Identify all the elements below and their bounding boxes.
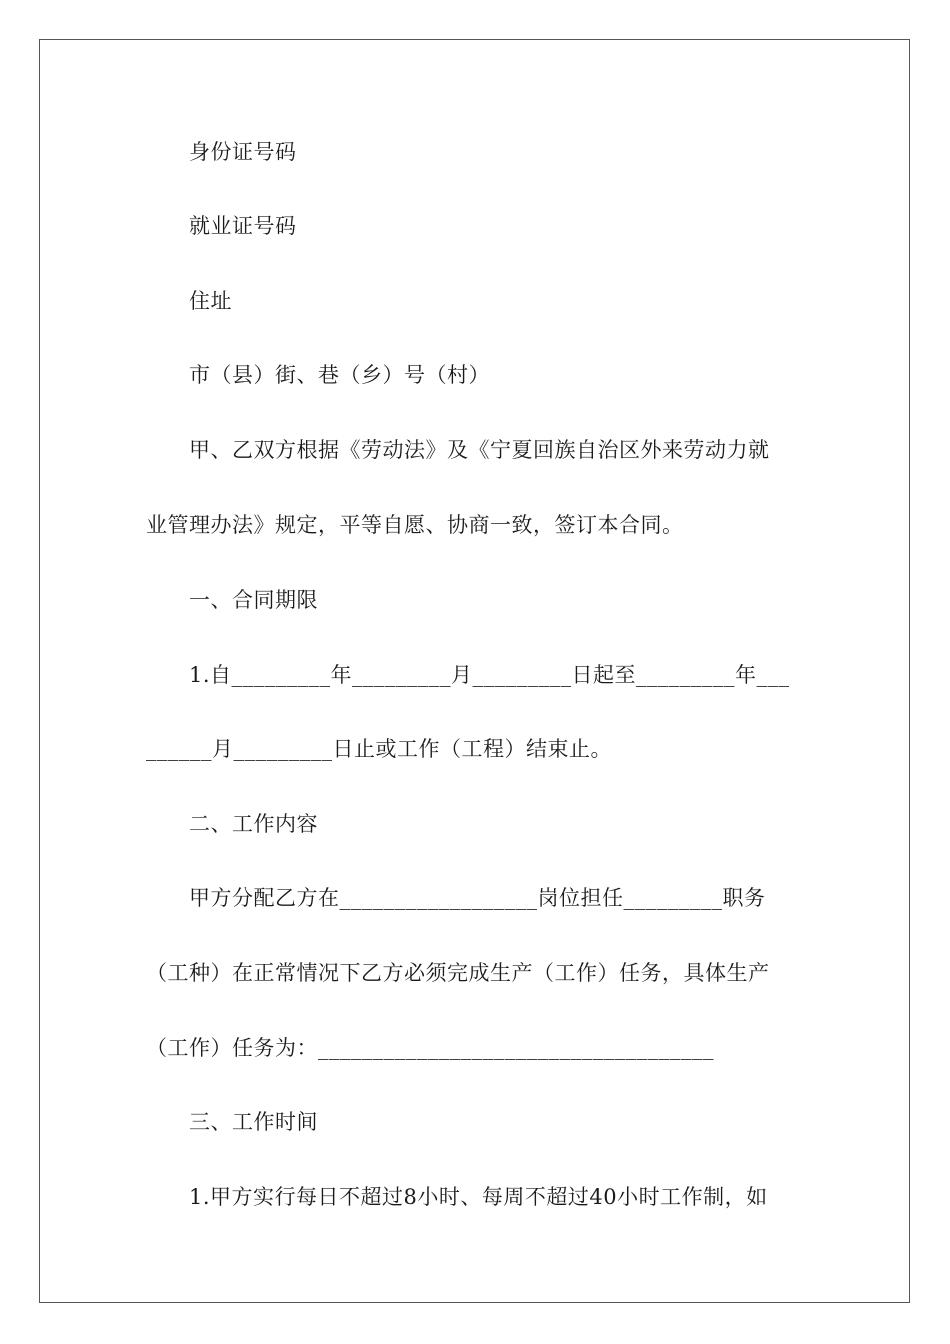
work-content-line-2: （工种）在正常情况下乙方必须完成生产（工作）任务，具体生产 bbox=[146, 961, 770, 985]
address-line: 住址 bbox=[189, 289, 232, 313]
work-content-line-3: （工作）任务为：____________________________________ bbox=[146, 1036, 714, 1060]
id-number-line: 身份证号码 bbox=[189, 140, 297, 164]
address-detail-line: 市（县）街、巷（乡）号（村） bbox=[189, 363, 490, 387]
preamble-line-1: 甲、乙双方根据《劳动法》及《宁夏回族自治区外来劳动力就 bbox=[189, 438, 770, 462]
preamble-line-2: 业管理办法》规定，平等自愿、协商一致，签订本合同。 bbox=[146, 513, 684, 537]
term-clause-line-2: ______月_________日止或工作（工程）结束止。 bbox=[146, 737, 612, 761]
work-content-line-1: 甲方分配乙方在__________________岗位担任_________职务 bbox=[189, 886, 766, 910]
work-hours-line-1: 1.甲方实行每日不超过8小时、每周不超过40小时工作制，如 bbox=[189, 1185, 768, 1209]
term-clause-line-1: 1.自_________年_________月_________日起至_________年___ bbox=[189, 663, 790, 687]
employment-cert-line: 就业证号码 bbox=[189, 214, 297, 238]
section-heading-work-hours: 三、工作时间 bbox=[189, 1110, 318, 1134]
section-heading-term: 一、合同期限 bbox=[189, 588, 318, 612]
section-heading-work-content: 二、工作内容 bbox=[189, 812, 318, 836]
